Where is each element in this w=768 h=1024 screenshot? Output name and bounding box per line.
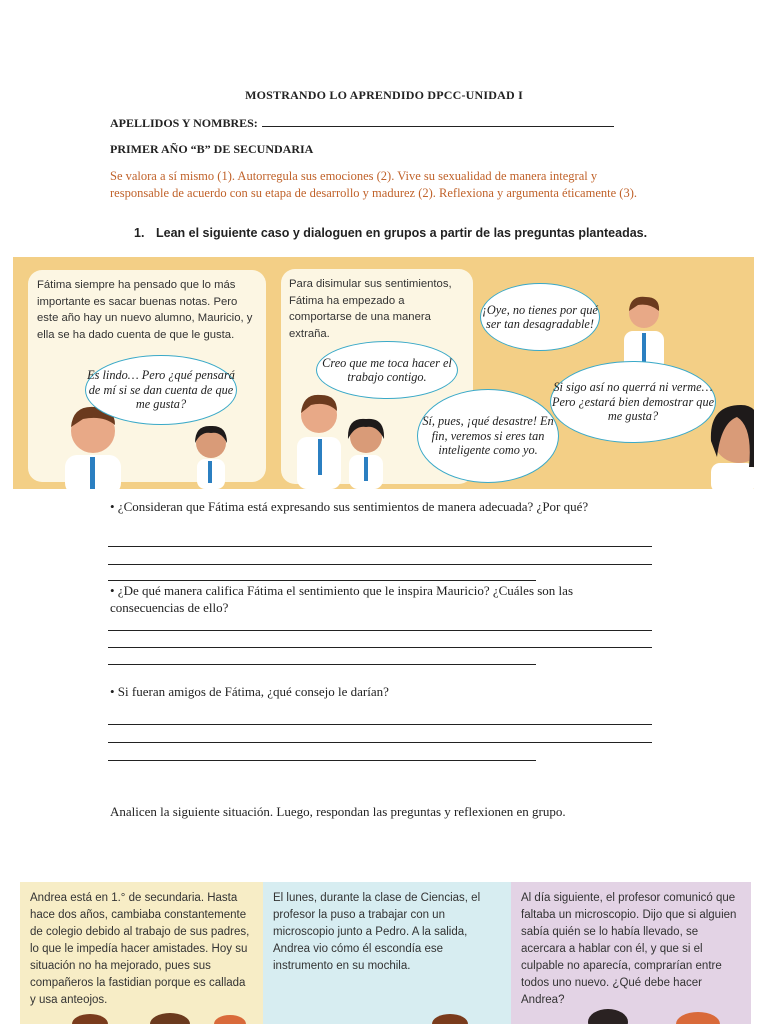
speech-bubble-5: Si sigo así no querrá ni verme… Pero ¿estará bien demostrar que me gusta? — [550, 361, 716, 443]
story-strip — [20, 882, 751, 1024]
answer-line[interactable] — [108, 664, 536, 665]
comic-panel-1-text: Fátima siempre ha pensado que lo más importante es sacar buenas notas. Pero este año hay un nuevo alumno, Mauricio, y ella se ha dado cuenta de que le gusta. — [37, 279, 253, 341]
answer-line[interactable] — [108, 647, 652, 648]
story-panel-2 — [263, 882, 511, 1024]
boy-illustration-2 — [291, 387, 347, 489]
speech-bubble-3: Sí, pues, ¡qué desastre! En fin, veremos si eres tan inteligente como yo. — [417, 389, 559, 483]
comic-panel-2-text: Para disimular sus sentimientos, Fátima ha empezado a comportarse de una manera extraña. — [289, 278, 452, 340]
instruction-number: 1. — [134, 226, 145, 240]
name-field — [110, 116, 614, 131]
question-3: • Si fueran amigos de Fátima, ¿qué consejo le darían? — [110, 684, 389, 699]
analysis-prompt: Analicen la siguiente situación. Luego, respondan las preguntas y reflexionen en grupo. — [110, 804, 566, 819]
story-panel-1 — [20, 882, 263, 1024]
page-title: MOSTRANDO LO APRENDIDO DPCC-UNIDAD I — [245, 88, 523, 102]
instruction-text: Lean el siguiente caso y dialoguen en grupos a partir de las preguntas planteadas. — [156, 226, 648, 240]
competencies-text: Se valora a sí mismo (1). Autorregula sus emociones (2). Vive su sexualidad de manera integral y responsable de acuerdo con su etapa de desarrollo y madurez (2). Reflexiona y argumenta éticamente (3). — [110, 169, 637, 200]
answer-line[interactable] — [108, 724, 652, 725]
story-panel-2-text: El lunes, durante la clase de Ciencias, el profesor la puso a trabajar con un microscopio junto a Pedro. A la salida, Andrea vio cómo él escondía ese instrumento en su mochila. — [273, 892, 481, 972]
name-input-line[interactable] — [262, 116, 614, 127]
story-panel-1-text: Andrea está en 1.° de secundaria. Hasta hace dos años, cambiaba constantemente de colegio debido al trabajo de sus padres, lo que le impedía hacer amistades. Hoy su situación no ha mejorado, pues sus compañeros la fastidian porque es callada y usa anteojos. — [30, 892, 250, 1006]
grade-label: PRIMER AÑO “B” DE SECUNDARIA — [110, 142, 314, 156]
question-1: • ¿Consideran que Fátima está expresando sus sentimientos de manera adecuada? ¿Por qué? — [110, 499, 589, 514]
student-illustration — [420, 1006, 480, 1024]
speech-bubble-2: Creo que me toca hacer el trabajo contigo. — [316, 341, 458, 399]
girl-illustration-2 — [343, 415, 389, 489]
speech-bubble-1: Es lindo… Pero ¿qué pensará de mí si se dan cuenta de que me gusta? — [85, 355, 237, 425]
story-panel-3-text: Al día siguiente, el profesor comunicó que faltaba un microscopio. Dijo que si alguien sabía quién se lo había llevado, se acercara a hablar con él, y que si el culpable no aparecía, comprarían entre todos uno nuevo. ¿Qué debe hacer Andrea? — [521, 892, 737, 1006]
question-2: • ¿De qué manera califica Fátima el sentimiento que le inspira Mauricio? ¿Cuáles son las consecuencias de ello? — [110, 583, 573, 615]
answer-line[interactable] — [108, 546, 652, 547]
students-illustration — [60, 1006, 260, 1024]
speech-bubble-4: ¡Oye, no tienes por qué ser tan desagradable! — [480, 283, 600, 351]
girl-illustration — [191, 423, 231, 489]
answer-line[interactable] — [108, 630, 652, 631]
comic-strip — [13, 257, 754, 489]
instruction — [134, 226, 647, 240]
teacher-illustration — [568, 1000, 728, 1024]
answer-line[interactable] — [108, 760, 536, 761]
answer-line[interactable] — [108, 564, 652, 565]
answer-line[interactable] — [108, 742, 652, 743]
boy-illustration-3 — [618, 291, 670, 371]
name-label: APELLIDOS Y NOMBRES: — [110, 116, 258, 130]
answer-line[interactable] — [108, 580, 536, 581]
